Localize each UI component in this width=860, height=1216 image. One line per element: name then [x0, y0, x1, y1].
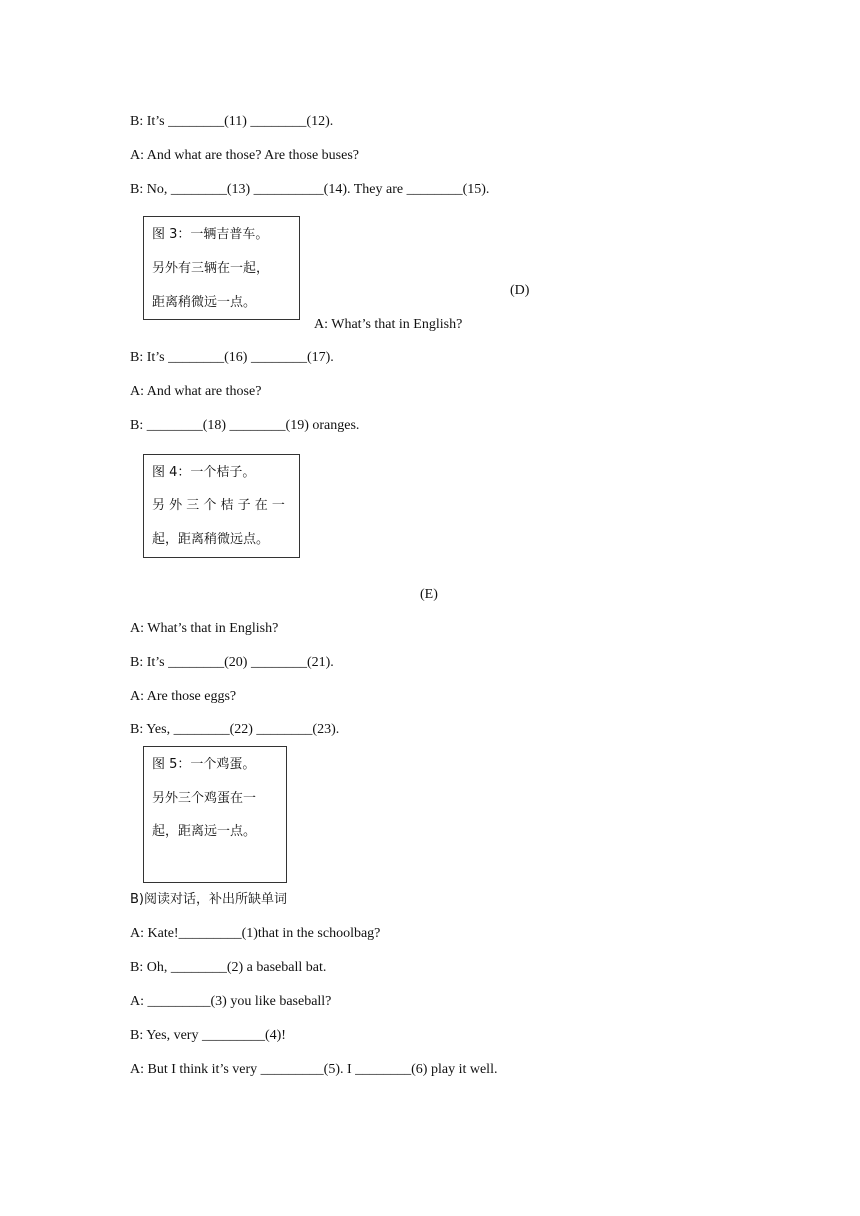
dialogue-line: B: It’s ________(20) ________(21).	[130, 655, 334, 670]
box-line: 另外有三辆在一起，	[152, 261, 270, 276]
dialogue-line: A: And what are those?	[130, 384, 262, 399]
dialogue-line: B: Yes, ________(22) ________(23).	[130, 722, 340, 737]
dialogue-line: B: ________(18) ________(19) oranges.	[130, 418, 360, 433]
dialogue-line: B: It’s ________(16) ________(17).	[130, 350, 334, 365]
dialogue-line: A: Kate!_________(1)that in the schoolbag?	[130, 926, 381, 941]
dialogue-line: A: _________(3) you like baseball?	[130, 994, 332, 1009]
dialogue-line: A: What’s that in English?	[130, 621, 279, 636]
box-line: 起，距离远一点。	[152, 824, 257, 839]
dialogue-line: B: It’s ________(11) ________(12).	[130, 114, 334, 129]
box-line: 另外三个鸡蛋在一	[152, 791, 257, 806]
dialogue-line: A: But I think it’s very _________(5). I ________(6) play it well.	[130, 1062, 498, 1077]
dialogue-line: A: And what are those? Are those buses?	[130, 148, 359, 163]
picture-description-box-3	[143, 216, 300, 320]
dialogue-line: B: No, ________(13) __________(14). They are ________(15).	[130, 182, 490, 197]
dialogue-line: A: Are those eggs?	[130, 689, 237, 704]
part-b-heading: B)阅读对话，补出所缺单词	[130, 892, 287, 907]
dialogue-line: B: Yes, very _________(4)!	[130, 1028, 286, 1043]
dialogue-line: B: Oh, ________(2) a baseball bat.	[130, 960, 327, 975]
box-line: 距离稍微远一点。	[152, 295, 257, 310]
box-line: 图 5：一个鸡蛋。	[152, 757, 256, 772]
section-label-e: (E)	[420, 587, 438, 602]
box-line: 图 4：一个桔子。	[152, 465, 256, 480]
dialogue-line: A: What’s that in English?	[314, 317, 463, 332]
section-label-d: (D)	[510, 283, 530, 298]
box-line: 图 3：一辆吉普车。	[152, 227, 269, 242]
box-line: 另 外 三 个 桔 子 在 一	[152, 498, 285, 513]
picture-description-box-4	[143, 454, 300, 558]
picture-description-box-5	[143, 746, 287, 883]
box-line: 起，距离稍微远点。	[152, 532, 270, 547]
